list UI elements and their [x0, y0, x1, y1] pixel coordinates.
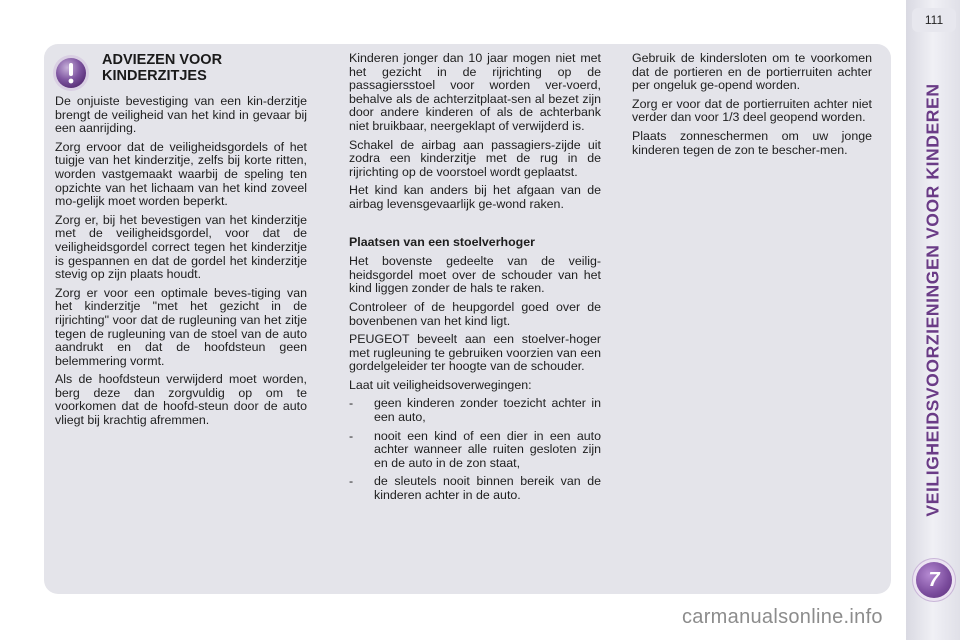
bullet-marker: - [349, 474, 354, 489]
list-item [349, 475, 601, 502]
paragraph: Zorg er, bij het bevestigen van het kinderzitje met de veiligheidsgordel, voor dat de veiligheidsgordel correct tegen het kinderzitje is gespannen en dat de gordel het kinderzitje stevig op zijn plaats houdt. [55, 212, 307, 282]
column-1 [55, 95, 307, 433]
column-2 [349, 52, 601, 508]
watermark: carmanualsonline.info [682, 606, 883, 628]
section-title: ADVIEZEN VOOR KINDERZITJES [102, 52, 223, 84]
list-item [349, 397, 601, 424]
paragraph: Laat uit veiligheidsoverwegingen: [349, 377, 532, 392]
bullet-marker: - [349, 428, 354, 443]
paragraph: Kinderen jonger dan 10 jaar mogen niet met het gezicht in de rijrichting op de passagiersstoel voor worden ver-voerd, behalve als de achterzitplaat-sen al bezet zijn door andere kinderen of als de achterbank niet bruikbaar, neergeklapt of verwijderd is. [349, 51, 601, 133]
paragraph: De onjuiste bevestiging van een kin-derzitje brengt de veiligheid van het kind in gevaar bij een aanrijding. [55, 94, 307, 136]
list-item-text: de sleutels nooit binnen bereik van de kinderen achter in de auto. [374, 474, 601, 503]
chapter-side-title: VEILIGHEIDSVOORZIENINGEN VOOR KINDEREN [922, 83, 943, 517]
column-3 [632, 52, 872, 162]
paragraph: Gebruik de kindersloten om te voorkomen dat de portieren en de portierruiten achter per ongeluk ge-opend worden. [632, 51, 872, 93]
paragraph: Zorg er voor dat de portierruiten achter niet verder dan voor 1/3 deel geopend worden. [632, 96, 872, 125]
bullet-marker: - [349, 396, 354, 411]
paragraph: Zorg er voor een optimale beves-tiging van het kinderzitje "met het gezicht in de rijrichting" voor dat de rugleuning van het zitje tegen de rugleuning van de stoel van de auto aandrukt en dat de hoofdsteun geen belemmering vormt. [55, 285, 307, 368]
page-number: 111 [912, 8, 956, 32]
paragraph: Het kind kan anders bij het afgaan van de airbag levensgevaarlijk ge-wond raken. [349, 183, 601, 211]
list-item-text: nooit een kind of een dier in een auto achter wanneer alle ruiten gesloten zijn en de auto in de zon staat, [374, 428, 601, 470]
chapter-badge [916, 562, 952, 598]
paragraph: Als de hoofdsteun verwijderd moet worden, berg deze dan zorgvuldig op om te voorkomen dat de hoofd-steun door de auto vliegt bij krachtig afremmen. [55, 372, 307, 428]
list-item-text: geen kinderen zonder toezicht achter in een auto, [374, 396, 601, 425]
warning-icon [52, 54, 90, 92]
paragraph: Het bovenste gedeelte van de veilig-heidsgordel moet over de schouder van het kind liggen zonder de hals te raken. [349, 254, 601, 296]
paragraph: Schakel de airbag aan passagiers-zijde uit zodra een kinderzitje met de rug in de rijrichting op de voorstoel wordt geplaatst. [349, 137, 601, 179]
list-item [349, 430, 601, 471]
paragraph: Controleer of de heupgordel goed over de bovenbenen van het kind ligt. [349, 299, 601, 328]
paragraph: Zorg ervoor dat de veiligheidsgordels of het tuigje van het kinderzitje, zelfs bij korte ritten, worden vastgemaakt waarbij de speling ten opzichte van het lichaam van het kind zoveel mo-gelijk moet worden beperkt. [55, 139, 307, 209]
paragraph: Plaats zonneschermen om uw jonge kinderen tegen de zon te bescher-men. [632, 128, 872, 157]
paragraph: PEUGEOT beveelt aan een stoelver-hoger met rugleuning te gebruiken voorzien van een gordelgeleider ter hoogte van de schouder. [349, 332, 601, 374]
chapter-number: 7 [928, 569, 940, 591]
subheading: Plaatsen van een stoelverhoger [349, 234, 535, 249]
